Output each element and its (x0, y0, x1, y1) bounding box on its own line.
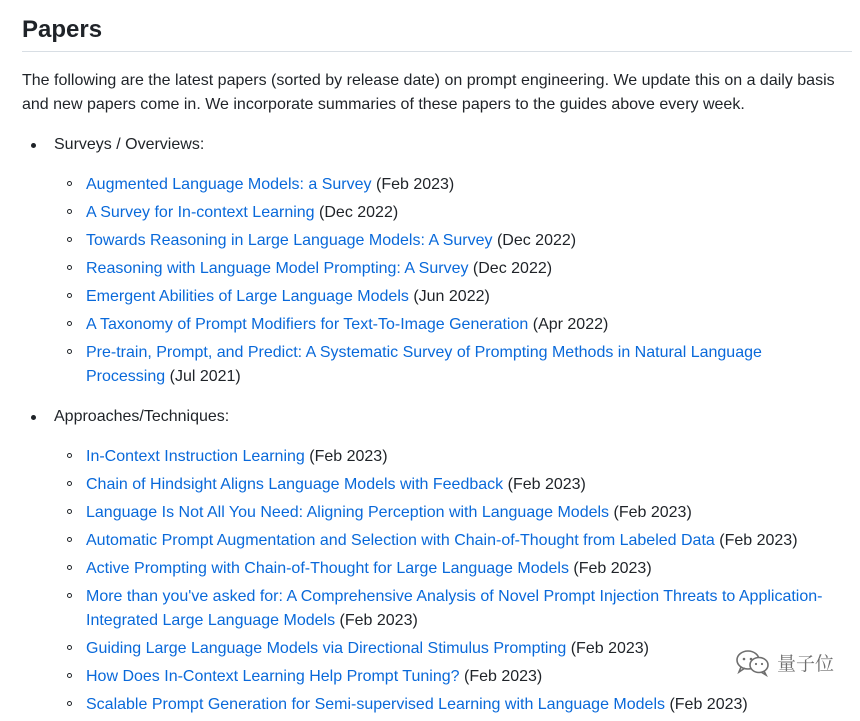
paper-link[interactable]: More than you've asked for: A Comprehensive Analysis of Novel Prompt Injection Threats to Application-Integrated Large Language Models (86, 588, 823, 629)
list-item (86, 257, 852, 281)
bullet-circle (67, 181, 72, 186)
section-items (54, 445, 852, 717)
paper-date: (Dec 2022) (496, 232, 577, 249)
paper-link[interactable]: Reasoning with Language Model Prompting: A Survey (86, 260, 469, 277)
bullet-disc (31, 415, 36, 420)
section-surveys (54, 133, 852, 389)
paper-link[interactable]: Guiding Large Language Models via Directional Stimulus Prompting (86, 640, 567, 657)
bullet-circle (67, 645, 72, 650)
list-item (86, 341, 852, 389)
bullet-circle (67, 293, 72, 298)
watermark (735, 648, 834, 676)
paper-date: (Apr 2022) (532, 316, 609, 333)
paper-date: (Feb 2023) (375, 176, 455, 193)
paper-link[interactable]: How Does In-Context Learning Help Prompt Tuning? (86, 668, 460, 685)
section-approaches (54, 405, 852, 717)
paper-date: (Feb 2023) (463, 668, 543, 685)
bullet-circle (67, 565, 72, 570)
list-item (86, 173, 852, 197)
list-item (86, 529, 852, 553)
list-item (86, 285, 852, 309)
paper-date: (Feb 2023) (507, 476, 586, 493)
paper-link[interactable]: Active Prompting with Chain-of-Thought for Large Language Models (86, 560, 569, 577)
list-item (86, 473, 852, 497)
paper-date: (Feb 2023) (613, 504, 692, 521)
paper-link[interactable]: Emergent Abilities of Large Language Models (86, 288, 409, 305)
paper-link[interactable]: Towards Reasoning in Large Language Models: A Survey (86, 232, 493, 249)
bullet-circle (67, 209, 72, 214)
bullet-circle (67, 509, 72, 514)
list-item (86, 313, 852, 337)
list-item (86, 445, 852, 469)
paper-link[interactable]: Chain of Hindsight Aligns Language Models with Feedback (86, 476, 504, 493)
paper-link[interactable]: A Survey for In-context Learning (86, 204, 315, 221)
paper-date: (Feb 2023) (339, 612, 418, 629)
bullet-circle (67, 453, 72, 458)
paper-link[interactable]: Language Is Not All You Need: Aligning Perception with Language Models (86, 504, 610, 521)
bullet-circle (67, 237, 72, 242)
paper-date: (Feb 2023) (573, 560, 652, 577)
paper-date: (Jul 2021) (169, 368, 241, 385)
bullet-circle (67, 321, 72, 326)
bullet-circle (67, 593, 72, 598)
bullet-circle (67, 349, 72, 354)
paper-date: (Feb 2023) (570, 640, 649, 657)
list-item (86, 693, 852, 717)
section-items (54, 173, 852, 389)
paper-date: (Feb 2023) (669, 696, 748, 713)
list-item (86, 557, 852, 581)
readme-content (22, 0, 852, 721)
paper-date: (Feb 2023) (719, 532, 798, 549)
paper-date: (Dec 2022) (472, 260, 553, 277)
wechat-icon (735, 648, 771, 676)
paper-link[interactable]: A Taxonomy of Prompt Modifiers for Text-To-Image Generation (86, 316, 529, 333)
paper-link[interactable]: Scalable Prompt Generation for Semi-supervised Learning with Language Models (86, 696, 665, 713)
paper-date: (Dec 2022) (319, 204, 399, 221)
list-item (86, 585, 852, 633)
list-item (86, 201, 852, 225)
intro-paragraph: The following are the latest papers (sorted by release date) on prompt engineering. We update this on a daily basis and new papers come in. We incorporate summaries of these papers to the guides above every week. (22, 72, 835, 113)
list-item (86, 501, 852, 525)
paper-date: (Feb 2023) (309, 448, 388, 465)
list-item (86, 229, 852, 253)
section-label: Surveys / Overviews: (54, 136, 205, 153)
bullet-circle (67, 537, 72, 542)
bullet-circle (67, 701, 72, 706)
page-title: Papers (22, 0, 852, 52)
paper-link[interactable]: Automatic Prompt Augmentation and Selection with Chain-of-Thought from Labeled Data (86, 532, 715, 549)
section-label: Approaches/Techniques: (54, 408, 230, 425)
bullet-circle (67, 481, 72, 486)
bullet-circle (67, 673, 72, 678)
paper-link[interactable]: Augmented Language Models: a Survey (86, 176, 372, 193)
bullet-disc (31, 143, 36, 148)
paper-date: (Jun 2022) (413, 288, 490, 305)
paper-link[interactable]: In-Context Instruction Learning (86, 448, 305, 465)
watermark-text: 量子位 (776, 652, 834, 675)
bullet-circle (67, 265, 72, 270)
paper-link[interactable]: Pre-train, Prompt, and Predict: A Systematic Survey of Prompting Methods in Natural Language Processing (86, 344, 762, 385)
papers-list (22, 133, 852, 717)
